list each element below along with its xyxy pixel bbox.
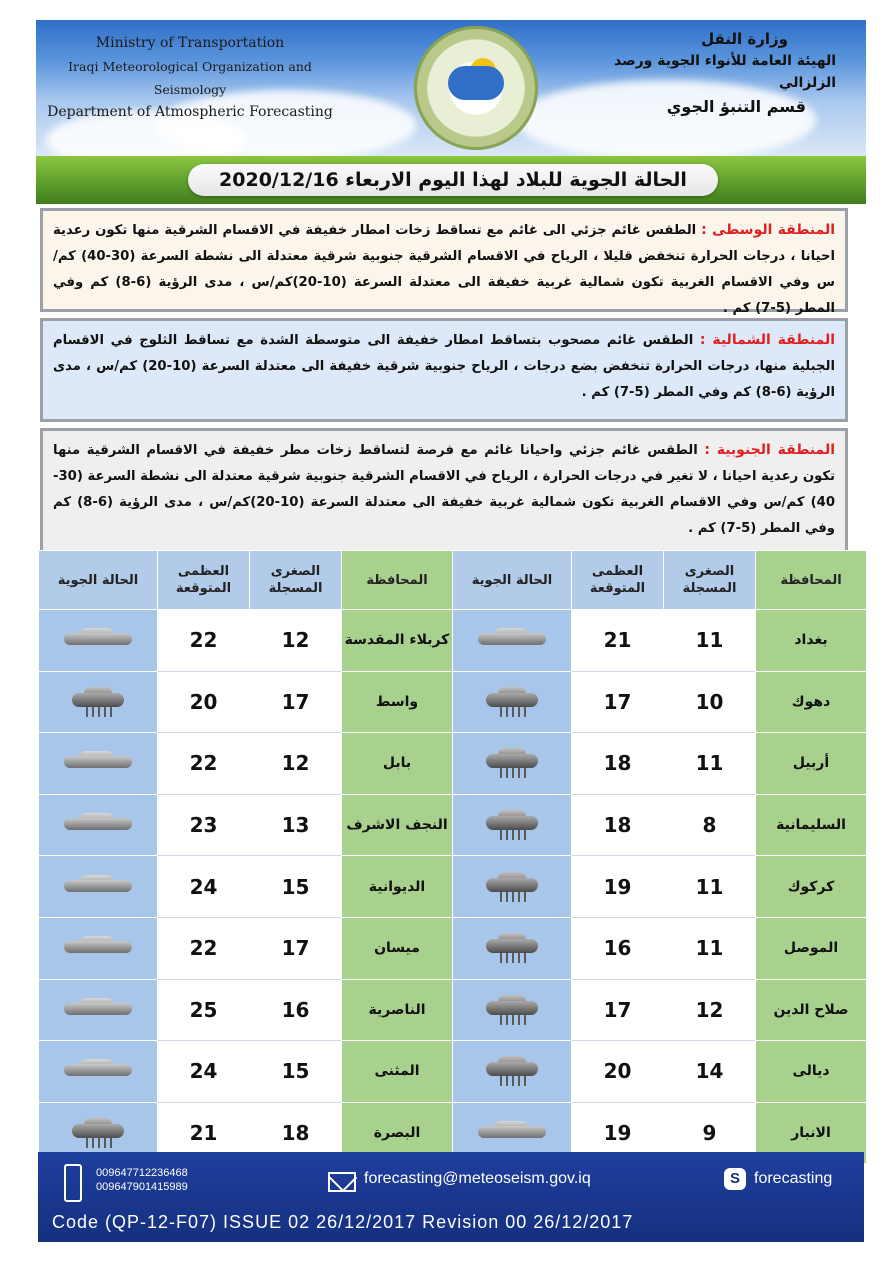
phone-number[interactable]: 009647901415989 (96, 1181, 188, 1193)
governorate-cell: الناصرية (342, 979, 453, 1041)
governorate-cell: أربيل (756, 733, 867, 795)
cloud-icon (60, 748, 136, 778)
header-min: الصغرى المسجلة (250, 551, 342, 610)
skype-link[interactable]: forecasting (754, 1170, 833, 1187)
rain-cloud-icon (60, 687, 136, 717)
region-text: الطقس غائم جزئي الى غائم مع تساقط زخات امطار خفيفة في الاقسام الشرقية منها تكون رعدية احيانا ، درجات الحرارة تنخفض قليلا ، الرياح في الاقسام الشرقية جنوبية شرقية معتدلة الى نشطة السرعة (30-40) كم/س وفي الاقسام الغربية تكون شمالية غربية خفيفة الى معتدلة السرعة (10-20)كم/س ، مدى الرؤية (6-8) كم وفي المطر (5-7) كم . (53, 223, 835, 316)
max-temp-cell: 24 (158, 856, 250, 918)
max-temp-cell: 18 (572, 794, 664, 856)
bulletin-page (36, 20, 866, 1242)
header-governorate: المحافظة (342, 551, 453, 610)
temperature-table (38, 550, 867, 1164)
region-label: المنطقة الجنوبية : (704, 442, 835, 458)
region-text: الطقس غائم جزئي واحيانا غائم مع فرصة لتساقط زخات مطر خفيفة في الاقسام الشرقية منها تكون رعدية احيانا ، لا تغير في درجات الحرارة ، الرياح في الاقسام الشرقية جنوبية شرقية معتدلة الى نشطة السرعة (30-40) كم/س وفي الاقسام الغربية تكون شمالية غربية خفيفة الى معتدلة السرعة (10-20)كم/س ، مدى الرؤية (6-8) كم وفي المطر (5-7) كم . (53, 443, 835, 536)
max-temp-cell: 22 (158, 610, 250, 672)
min-temp-cell: 9 (664, 1102, 756, 1164)
cloud-icon (60, 1056, 136, 1086)
cloud-icon (60, 810, 136, 840)
weather-cell (453, 794, 572, 856)
region-south (40, 428, 848, 564)
table-row (39, 1041, 867, 1103)
weather-cell (39, 794, 158, 856)
envelope-icon (328, 1172, 356, 1192)
min-temp-cell: 10 (664, 671, 756, 733)
min-temp-cell: 14 (664, 1041, 756, 1103)
phone-numbers (96, 1166, 188, 1194)
cloud-logo-icon (448, 66, 504, 100)
max-temp-cell: 23 (158, 794, 250, 856)
max-temp-cell: 16 (572, 917, 664, 979)
rain-cloud-icon (474, 1056, 550, 1086)
max-temp-cell: 21 (158, 1102, 250, 1164)
min-temp-cell: 18 (250, 1102, 342, 1164)
weather-cell (453, 1041, 572, 1103)
header-weather: الحالة الجوية (453, 551, 572, 610)
max-temp-cell: 19 (572, 856, 664, 918)
table-row (39, 671, 867, 733)
governorate-cell: صلاح الدين (756, 979, 867, 1041)
governorate-cell: الديوانية (342, 856, 453, 918)
governorate-cell: الانبار (756, 1102, 867, 1164)
table-row (39, 733, 867, 795)
header-english (40, 32, 340, 124)
table-header-row (39, 551, 867, 610)
governorate-cell: دهوك (756, 671, 867, 733)
min-temp-cell: 17 (250, 671, 342, 733)
weather-cell (453, 856, 572, 918)
organization-name-ar: الهيئة العامة للأنواء الجوية ورصد الزلزالي (613, 53, 836, 91)
min-temp-cell: 11 (664, 917, 756, 979)
weather-cell (453, 917, 572, 979)
max-temp-cell: 22 (158, 733, 250, 795)
header-max: العظمى المتوقعة (158, 551, 250, 610)
footer (38, 1152, 864, 1242)
cloud-icon (60, 933, 136, 963)
governorate-cell: ديالى (756, 1041, 867, 1103)
cloud-icon (60, 872, 136, 902)
rain-cloud-icon (474, 933, 550, 963)
weather-cell (453, 671, 572, 733)
cloud-icon (474, 625, 550, 655)
weather-cell (39, 979, 158, 1041)
region-north (40, 318, 848, 422)
department-name-en: Department of Atmospheric Forecasting (47, 104, 333, 120)
cloud-icon (60, 995, 136, 1025)
rain-cloud-icon (474, 995, 550, 1025)
min-temp-cell: 8 (664, 794, 756, 856)
weather-cell (39, 917, 158, 979)
weather-cell (39, 856, 158, 918)
governorate-cell: البصرة (342, 1102, 453, 1164)
weather-cell (39, 610, 158, 672)
governorate-cell: النجف الاشرف (342, 794, 453, 856)
region-text: الطقس غائم مصحوب بتساقط امطار خفيفة الى متوسطة الشدة مع تساقط الثلوج في الاقسام الجبلية منها، درجات الحرارة تنخفض بضع درجات ، الرياح جنوبية شرقية خفيفة الى معتدلة السرعة (10-20) كم/س ، مدى الرؤية (6-8) كم وفي المطر (5-7) كم . (53, 333, 835, 400)
max-temp-cell: 20 (572, 1041, 664, 1103)
min-temp-cell: 12 (664, 979, 756, 1041)
min-temp-cell: 16 (250, 979, 342, 1041)
max-temp-cell: 18 (572, 733, 664, 795)
region-central (40, 208, 848, 316)
weather-cell (39, 733, 158, 795)
min-temp-cell: 12 (250, 733, 342, 795)
weather-cell (39, 1041, 158, 1103)
table-row (39, 979, 867, 1041)
ministry-name-en: Ministry of Transportation (95, 35, 285, 51)
min-temp-cell: 11 (664, 733, 756, 795)
max-temp-cell: 17 (572, 671, 664, 733)
skype-icon: S (724, 1168, 746, 1190)
weather-cell (453, 610, 572, 672)
rain-cloud-icon (474, 687, 550, 717)
rain-cloud-icon (474, 748, 550, 778)
min-temp-cell: 15 (250, 1041, 342, 1103)
governorate-cell: كركوك (756, 856, 867, 918)
header-arabic (586, 28, 836, 120)
header-max: العظمى المتوقعة (572, 551, 664, 610)
document-code: Code (QP-12-F07) ISSUE 02 26/12/2017 Revision 00 26/12/2017 (52, 1212, 634, 1232)
weather-cell (453, 733, 572, 795)
table-row (39, 794, 867, 856)
max-temp-cell: 19 (572, 1102, 664, 1164)
cloud-icon (474, 1118, 550, 1148)
governorate-cell: بابل (342, 733, 453, 795)
table-row (39, 856, 867, 918)
header-weather: الحالة الجوية (39, 551, 158, 610)
header-banner (36, 20, 866, 156)
min-temp-cell: 17 (250, 917, 342, 979)
rain-cloud-icon (60, 1118, 136, 1148)
table-row (39, 610, 867, 672)
header-governorate: المحافظة (756, 551, 867, 610)
organization-logo (414, 26, 538, 150)
governorate-cell: السليمانية (756, 794, 867, 856)
bulletin-title: الحالة الجوية للبلاد لهذا اليوم الاربعاء 2020/12/16 (188, 164, 718, 196)
table-row (39, 917, 867, 979)
max-temp-cell: 22 (158, 917, 250, 979)
title-bar (36, 156, 866, 204)
min-temp-cell: 11 (664, 610, 756, 672)
mobile-phone-icon (64, 1164, 82, 1202)
header-min: الصغرى المسجلة (664, 551, 756, 610)
weather-cell (453, 979, 572, 1041)
min-temp-cell: 11 (664, 856, 756, 918)
governorate-cell: كربلاء المقدسة (342, 610, 453, 672)
cloud-icon (60, 625, 136, 655)
governorate-cell: بغداد (756, 610, 867, 672)
governorate-cell: واسط (342, 671, 453, 733)
rain-cloud-icon (474, 872, 550, 902)
ministry-name-ar: وزارة النقل (701, 30, 788, 48)
governorate-cell: الموصل (756, 917, 867, 979)
governorate-cell: المثنى (342, 1041, 453, 1103)
governorate-cell: ميسان (342, 917, 453, 979)
max-temp-cell: 25 (158, 979, 250, 1041)
max-temp-cell: 21 (572, 610, 664, 672)
max-temp-cell: 17 (572, 979, 664, 1041)
region-label: المنطقة الوسطى : (701, 222, 836, 238)
min-temp-cell: 13 (250, 794, 342, 856)
organization-name-en: Iraqi Meteorological Organization and Seismology (68, 59, 312, 97)
region-label: المنطقة الشمالية : (699, 332, 836, 348)
weather-cell (39, 671, 158, 733)
min-temp-cell: 15 (250, 856, 342, 918)
max-temp-cell: 20 (158, 671, 250, 733)
rain-cloud-icon (474, 810, 550, 840)
department-name-ar: قسم التنبؤ الجوي (666, 97, 806, 116)
max-temp-cell: 24 (158, 1041, 250, 1103)
min-temp-cell: 12 (250, 610, 342, 672)
phone-number[interactable]: 009647712236468 (96, 1167, 188, 1179)
email-link[interactable]: forecasting@meteoseism.gov.iq (364, 1170, 591, 1187)
